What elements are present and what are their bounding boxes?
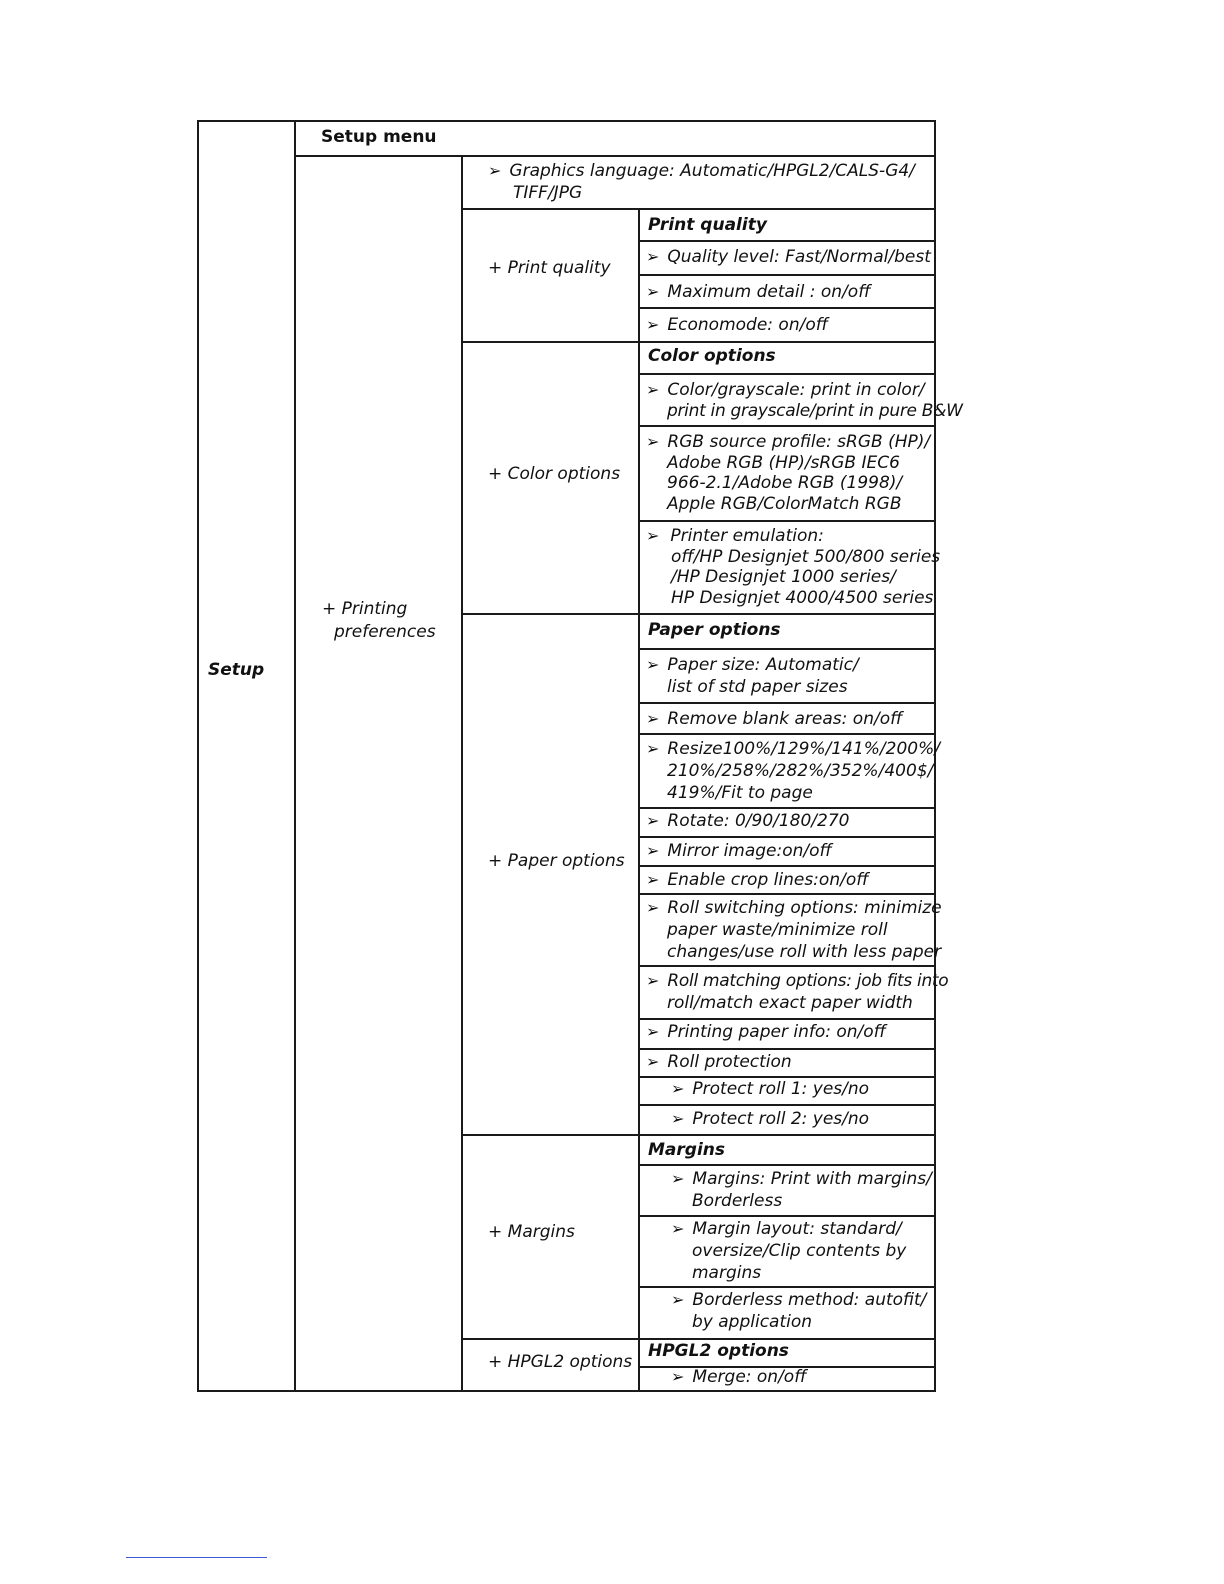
margins-label: + Margins bbox=[488, 1222, 575, 1242]
setup-label: Setup bbox=[208, 660, 265, 680]
bullet-arrow-icon: ➢ bbox=[646, 282, 660, 301]
list-item: ➢ Color/grayscale: print in color/ print in grayscale/print in pure B&W bbox=[646, 380, 963, 421]
list-item: ➢ Rotate: 0/90/180/270 bbox=[646, 811, 850, 831]
print-quality-header: Print quality bbox=[648, 215, 767, 235]
list-item: ➢ Margins: Print with margins/ Borderless bbox=[671, 1169, 932, 1211]
bullet-arrow-icon: ➢ bbox=[646, 811, 660, 830]
list-item: ➢ Protect roll 1: yes/no bbox=[671, 1079, 870, 1099]
bullet-arrow-icon: ➢ bbox=[646, 1022, 660, 1041]
list-item: ➢ Remove blank areas: on/off bbox=[646, 709, 903, 729]
bullet-arrow-icon: ➢ bbox=[671, 1109, 685, 1128]
list-item: ➢ Roll matching options: job fits into roll/match exact paper width bbox=[646, 971, 949, 1013]
bullet-arrow-icon: ➢ bbox=[488, 161, 502, 180]
footer-rule bbox=[126, 1557, 267, 1558]
bullet-arrow-icon: ➢ bbox=[671, 1367, 685, 1386]
setup-cell bbox=[197, 120, 296, 1392]
bullet-arrow-icon: ➢ bbox=[646, 315, 660, 334]
list-item: ➢ Printing paper info: on/off bbox=[646, 1022, 886, 1042]
list-item: ➢ Merge: on/off bbox=[671, 1367, 807, 1387]
printing-preferences-label: + Printing preferences bbox=[322, 599, 436, 642]
color-options-header: Color options bbox=[648, 346, 776, 366]
menu-title: Setup menu bbox=[321, 127, 437, 147]
list-item: ➢ Economode: on/off bbox=[646, 315, 828, 335]
list-item: ➢ Protect roll 2: yes/no bbox=[671, 1109, 870, 1129]
bullet-arrow-icon: ➢ bbox=[646, 526, 660, 545]
bullet-arrow-icon: ➢ bbox=[646, 841, 660, 860]
margins-header: Margins bbox=[648, 1140, 725, 1160]
bullet-arrow-icon: ➢ bbox=[646, 739, 660, 758]
list-item: ➢ Resize100%/129%/141%/200%/ 210%/258%/282%/352%/400$/ 419%/Fit to page bbox=[646, 739, 940, 803]
hpgl2-options-header: HPGL2 options bbox=[648, 1341, 789, 1361]
bullet-arrow-icon: ➢ bbox=[671, 1219, 685, 1238]
color-options-label: + Color options bbox=[488, 464, 621, 484]
list-item: ➢ Quality level: Fast/Normal/best bbox=[646, 247, 931, 267]
bullet-arrow-icon: ➢ bbox=[646, 709, 660, 728]
list-item: ➢ Printer emulation: off/HP Designjet 500/800 series /HP Designjet 1000 series/ HP Designjet 4000/4500 series bbox=[646, 526, 941, 608]
paper-options-header: Paper options bbox=[648, 620, 781, 640]
bullet-arrow-icon: ➢ bbox=[646, 380, 660, 399]
graphics-language-item: ➢ Graphics language: Automatic/HPGL2/CALS-G4/ TIFF/JPG bbox=[488, 161, 915, 203]
list-item: ➢ Borderless method: autofit/ by application bbox=[671, 1290, 927, 1332]
bullet-arrow-icon: ➢ bbox=[646, 247, 660, 266]
list-item: ➢ Roll switching options: minimize paper waste/minimize roll changes/use roll with less paper bbox=[646, 898, 942, 962]
list-item: ➢ Enable crop lines:on/off bbox=[646, 870, 869, 890]
paper-options-cell bbox=[461, 613, 640, 1136]
bullet-arrow-icon: ➢ bbox=[646, 898, 660, 917]
print-quality-label: + Print quality bbox=[488, 258, 611, 278]
list-item: ➢ Margin layout: standard/ oversize/Clip contents by margins bbox=[671, 1219, 907, 1283]
bullet-arrow-icon: ➢ bbox=[646, 432, 660, 451]
bullet-arrow-icon: ➢ bbox=[646, 971, 660, 990]
bullet-arrow-icon: ➢ bbox=[646, 1052, 660, 1071]
bullet-arrow-icon: ➢ bbox=[671, 1079, 685, 1098]
hpgl2-options-label: + HPGL2 options bbox=[488, 1352, 633, 1372]
paper-options-label: + Paper options bbox=[488, 851, 625, 871]
printing-preferences-cell bbox=[294, 155, 463, 1392]
list-item: ➢ Roll protection bbox=[646, 1052, 792, 1072]
list-item: ➢ Mirror image:on/off bbox=[646, 841, 832, 861]
list-item: ➢ Maximum detail : on/off bbox=[646, 282, 871, 302]
bullet-arrow-icon: ➢ bbox=[646, 655, 660, 674]
bullet-arrow-icon: ➢ bbox=[671, 1169, 685, 1188]
list-item: ➢ Paper size: Automatic/ list of std paper sizes bbox=[646, 655, 859, 697]
bullet-arrow-icon: ➢ bbox=[671, 1290, 685, 1309]
bullet-arrow-icon: ➢ bbox=[646, 870, 660, 889]
list-item: ➢ RGB source profile: sRGB (HP)/ Adobe RGB (HP)/sRGB IEC6 966-2.1/Adobe RGB (1998)/ Apple RGB/ColorMatch RGB bbox=[646, 432, 931, 514]
